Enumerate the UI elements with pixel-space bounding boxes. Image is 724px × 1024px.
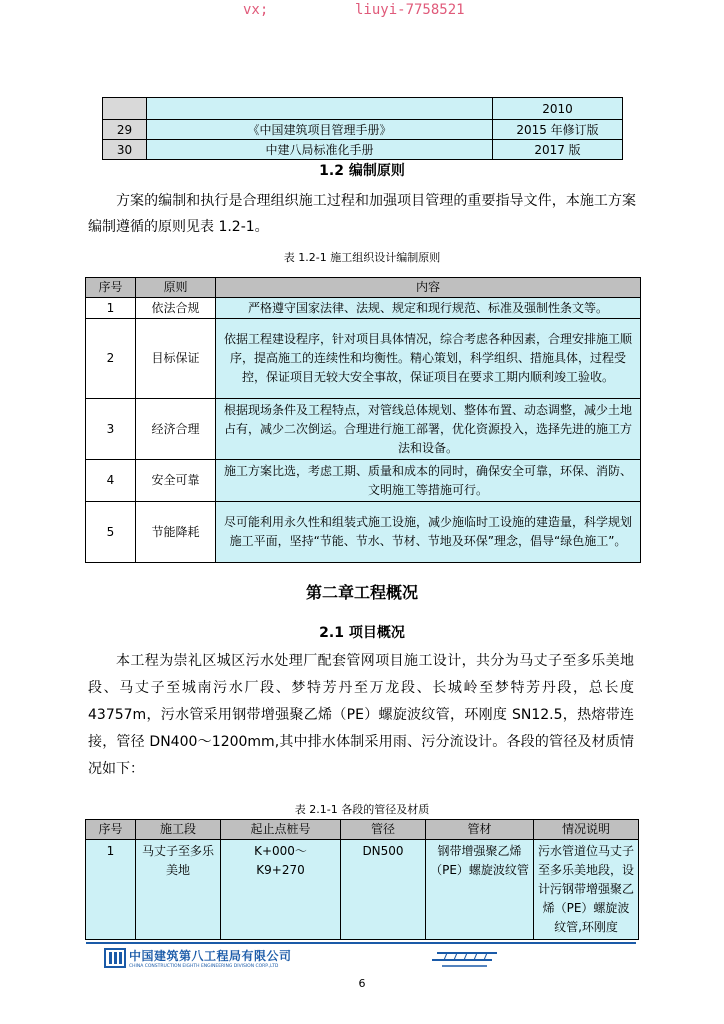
col-header-principle: 原则	[136, 278, 216, 298]
col-header-segment: 施工段	[136, 820, 221, 840]
row-no: 1	[86, 298, 136, 319]
section-1-2-paragraph: 方案的编制和执行是合理组织施工过程和加强项目管理的重要指导文件，本施工方案编制遵循的原则见表 1.2-1。	[88, 193, 636, 235]
table-header-row	[86, 278, 641, 298]
row-segment: 马丈子至多乐美地	[136, 840, 221, 940]
ref-no	[103, 98, 147, 120]
watermark-left: vx;	[243, 2, 269, 18]
row-principle: 安全可靠	[136, 460, 216, 502]
company-logo-icon	[104, 948, 126, 968]
chapter-2-title: 第二章工程概况	[305, 583, 418, 602]
row-no: 1	[86, 840, 136, 940]
reference-table	[102, 97, 623, 160]
row-no: 2	[86, 319, 136, 399]
row-content: 施工方案比选，考虑工期、质量和成本的同时，确保安全可靠，环保、消防、文明施工等措施可行。	[216, 460, 641, 502]
watermark-right: liuyi-7758521	[355, 2, 465, 18]
footer-rule	[86, 942, 636, 944]
row-material: 钢带增强聚乙烯（PE）螺旋波纹管	[426, 840, 534, 940]
col-header-no: 序号	[86, 820, 136, 840]
row-diameter: DN500	[341, 840, 426, 940]
table-row	[103, 140, 623, 160]
principle-table	[85, 277, 641, 563]
table-row	[86, 502, 641, 563]
row-content: 根据现场条件及工程特点，对管线总体规划、整体布置、动态调整，减少土地占有，减少二次倒运。合理进行施工部署，优化资源投入，选择先进的施工方法和设备。	[216, 399, 641, 460]
row-principle: 经济合理	[136, 399, 216, 460]
section-2-1-paragraph: 本工程为崇礼区城区污水处理厂配套管网项目施工设计，共分为马丈子至多乐美地段、马丈子至城南污水厂段、梦特芳丹至万龙段、长城岭至梦特芳丹段，总长度43757m，污水管采用钢带增强聚乙烯（PE）螺旋波纹管，环刚度 SN12.5，热熔带连接，管径 DN400～1200mm,其中排水体制采用雨、污分流设计。各段的管径及材质情况如下：	[88, 653, 634, 777]
ref-name	[147, 98, 493, 120]
pipe-table-caption: 表 2.1-1 各段的管径及材质	[294, 803, 430, 816]
col-header-diameter: 管径	[341, 820, 426, 840]
col-header-note: 情况说明	[534, 820, 639, 840]
ref-name: 《中国建筑项目管理手册》	[147, 120, 493, 140]
pipe-table	[85, 819, 639, 940]
ref-year: 2015 年修订版	[493, 120, 623, 140]
table-row	[103, 120, 623, 140]
row-content: 尽可能利用永久性和组装式施工设施，减少施临时工设施的建造量，科学规划施工平面，坚持“节能、节水、节材、节地及环保”理念，倡导“绿色施工”。	[216, 502, 641, 563]
company-name-cn: 中国建筑第八工程局有限公司	[129, 949, 292, 963]
col-header-content: 内容	[216, 278, 641, 298]
footer-decoration-icon	[432, 948, 502, 968]
ref-year: 2010	[493, 98, 623, 120]
row-note: 污水管道位马丈子至多乐美地段，设计污钢带增强聚乙烯（PE）螺旋波纹管,环刚度	[534, 840, 639, 940]
table-row	[86, 319, 641, 399]
col-header-no: 序号	[86, 278, 136, 298]
row-content: 依据工程建设程序，针对项目具体情况，综合考虑各种因素，合理安排施工顺序，提高施工的连续性和均衡性。精心策划，科学组织、措施具体，过程受控，保证项目无较大安全事故，保证项目在要求工期内顺利竣工验收。	[216, 319, 641, 399]
watermark	[0, 2, 724, 22]
ref-year: 2017 版	[493, 140, 623, 160]
row-station: K+000～K9+270	[221, 840, 341, 940]
page-number: 6	[358, 977, 366, 990]
table-row	[103, 98, 623, 120]
row-principle: 节能降耗	[136, 502, 216, 563]
col-header-material: 管材	[426, 820, 534, 840]
ref-name: 中建八局标准化手册	[147, 140, 493, 160]
company-name-en: CHINA CONSTRUCTION EIGHTH ENGINEERING DIVISION CORP.,LTD	[129, 964, 279, 969]
row-no: 4	[86, 460, 136, 502]
row-principle: 目标保证	[136, 319, 216, 399]
row-no: 3	[86, 399, 136, 460]
table-row	[86, 298, 641, 319]
row-no: 5	[86, 502, 136, 563]
section-1-2-title: 1.2 编制原则	[319, 163, 405, 179]
table-row	[86, 399, 641, 460]
row-content: 严格遵守国家法律、法规、规定和现行规范、标准及强制性条文等。	[216, 298, 641, 319]
ref-no: 30	[103, 140, 147, 160]
table-row	[86, 460, 641, 502]
section-2-1-title: 2.1 项目概况	[319, 625, 405, 641]
row-principle: 依法合规	[136, 298, 216, 319]
principle-table-caption: 表 1.2-1 施工组织设计编制原则	[283, 251, 441, 264]
table-row	[86, 840, 639, 940]
table-header-row	[86, 820, 639, 840]
ref-no: 29	[103, 120, 147, 140]
col-header-station: 起止点桩号	[221, 820, 341, 840]
